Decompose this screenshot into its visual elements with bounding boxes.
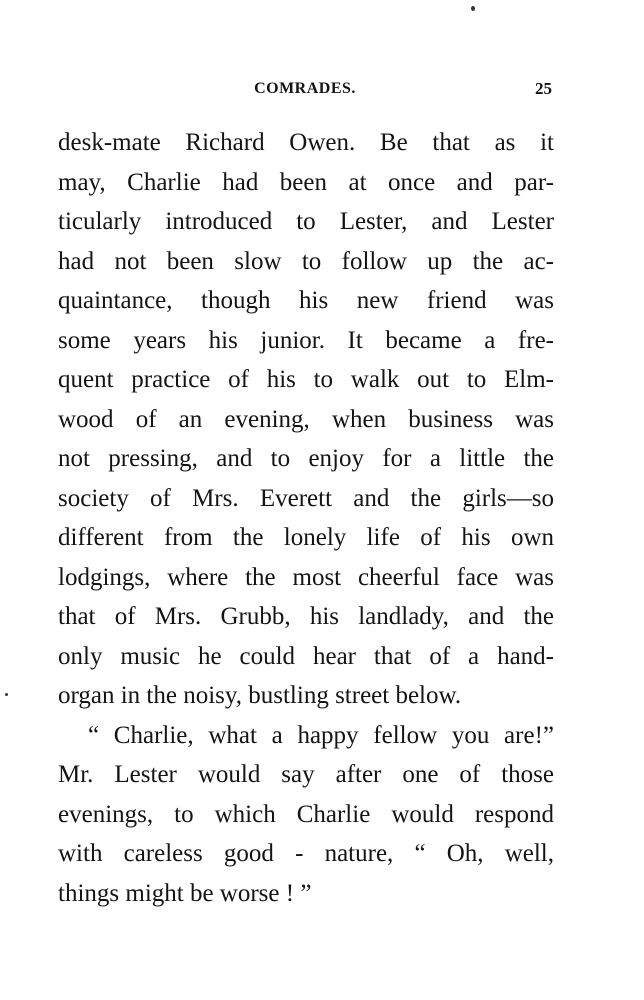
text-line: organ in the noisy, bustling street below.	[58, 682, 462, 709]
text-line: quent practice of his to walk out to Elm-	[58, 366, 554, 393]
text-line: only music he could hear that of a hand-	[58, 642, 554, 670]
text-line: “ Charlie, what a happy fellow you are!”	[88, 721, 554, 749]
body-text	[58, 123, 554, 913]
text-line: wood of an evening, when business was	[58, 405, 554, 433]
ink-speck	[5, 693, 8, 696]
running-head: COMRADES.	[254, 80, 356, 97]
text-line: with careless good - nature, “ Oh, well,	[58, 840, 554, 867]
text-line: had not been slow to follow up the ac-	[58, 247, 554, 275]
page-number: 25	[535, 79, 552, 98]
paragraph	[58, 716, 554, 914]
page-header	[58, 74, 552, 104]
text-line: may, Charlie had been at once and par-	[58, 168, 554, 196]
text-line: that of Mrs. Grubb, his landlady, and the	[58, 603, 554, 630]
text-line: evenings, to which Charlie would respond	[58, 800, 554, 828]
text-line: lodgings, where the most cheerful face was	[58, 563, 554, 591]
text-line: different from the lonely life of his own	[58, 524, 554, 551]
text-line: some years his junior. It became a fre-	[58, 326, 554, 354]
text-line: society of Mrs. Everett and the girls—so	[58, 484, 554, 512]
text-line: ticularly introduced to Lester, and Lester	[58, 208, 554, 235]
text-line: Mr. Lester would say after one of those	[58, 761, 554, 788]
text-line: things might be worse ! ”	[58, 879, 312, 907]
text-line: not pressing, and to enjoy for a little the	[58, 445, 554, 472]
text-line: desk-mate Richard Owen. Be that as it	[58, 129, 554, 156]
paragraph	[58, 123, 554, 716]
ink-speck	[471, 6, 475, 11]
text-line: quaintance, though his new friend was	[58, 287, 554, 314]
